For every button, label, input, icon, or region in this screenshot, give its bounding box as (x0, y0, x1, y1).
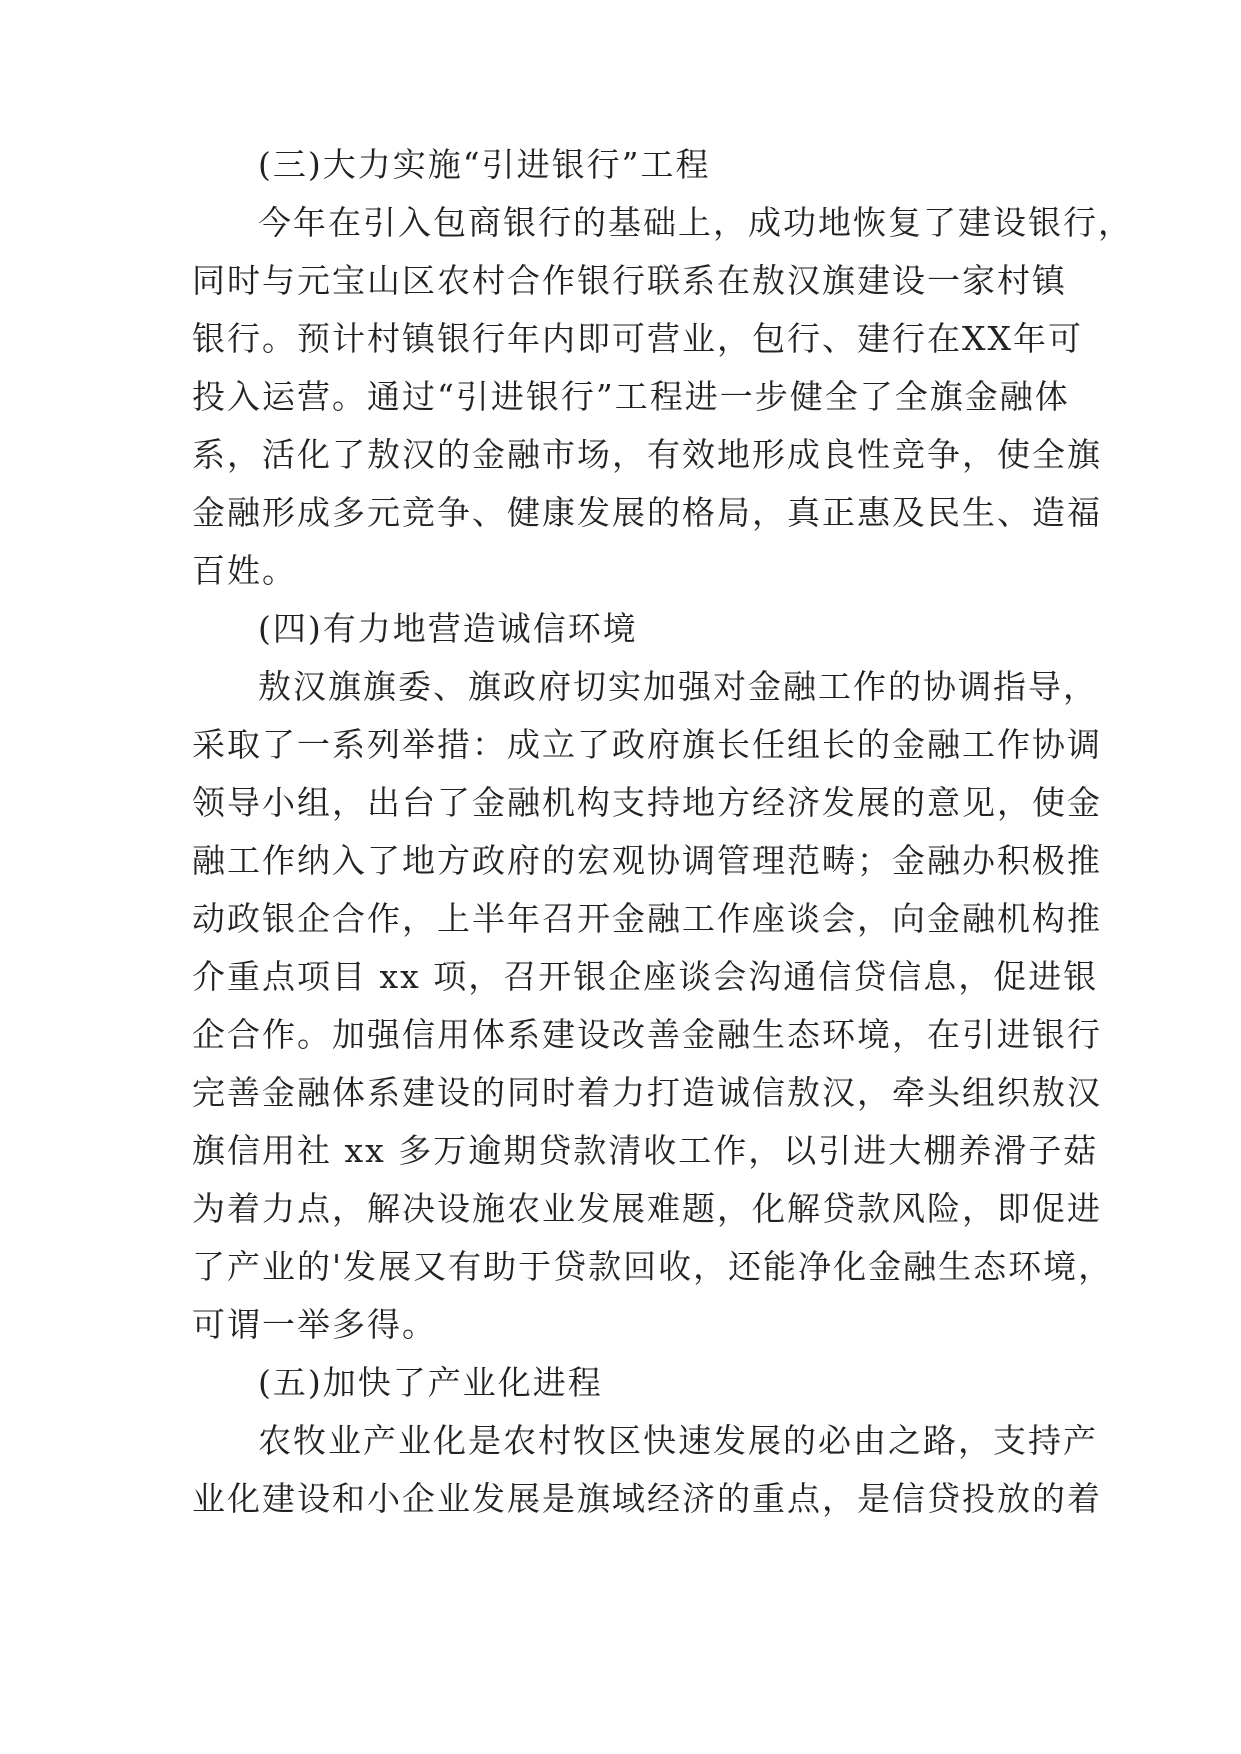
paragraph-line: 金融形成多元竞争、健康发展的格局，真正惠及民生、造福 (192, 493, 1102, 532)
paragraph-line: 融工作纳入了地方政府的宏观协调管理范畴；金融办积极推 (192, 841, 1102, 880)
paragraph-line: 百姓。 (192, 551, 297, 590)
paragraph-line: 农牧业产业化是农村牧区快速发展的必由之路，支持产 (258, 1421, 1098, 1460)
paragraph-line: 企合作。加强信用体系建设改善金融生态环境，在引进银行 (192, 1015, 1102, 1054)
paragraph-line: 同时与元宝山区农村合作银行联系在敖汉旗建设一家村镇 (192, 261, 1067, 300)
paragraph-line: 业化建设和小企业发展是旗域经济的重点，是信贷投放的着 (192, 1479, 1102, 1518)
paragraph-line: 敖汉旗旗委、旗政府切实加强对金融工作的协调指导， (258, 667, 1098, 706)
paragraph-line: 完善金融体系建设的同时着力打造诚信敖汉，牵头组织敖汉 (192, 1073, 1102, 1112)
paragraph-line: 领导小组，出台了金融机构支持地方经济发展的意见，使金 (192, 783, 1102, 822)
paragraph-line: 今年在引入包商银行的基础上，成功地恢复了建设银行， (258, 203, 1133, 242)
paragraph-line: 动政银企合作，上半年召开金融工作座谈会，向金融机构推 (192, 899, 1102, 938)
section-heading-3: (三)大力实施“引进银行”工程 (258, 145, 711, 184)
paragraph-line: 系，活化了敖汉的金融市场，有效地形成良性竞争，使全旗 (192, 435, 1102, 474)
section-heading-5: (五)加快了产业化进程 (258, 1363, 603, 1402)
paragraph-line: 了产业的'发展又有助于贷款回收，还能净化金融生态环境， (192, 1247, 1114, 1286)
section-heading-4: (四)有力地营造诚信环境 (258, 609, 638, 648)
paragraph-line: 介重点项目 xx 项，召开银企座谈会沟通信贷信息，促进银 (192, 957, 1099, 996)
paragraph-line: 银行。预计村镇银行年内即可营业，包行、建行在XX年可 (192, 319, 1083, 358)
paragraph-line: 可谓一举多得。 (192, 1305, 437, 1344)
paragraph-line: 为着力点，解决设施农业发展难题，化解贷款风险，即促进 (192, 1189, 1102, 1228)
paragraph-line: 旗信用社 xx 多万逾期贷款清收工作，以引进大棚养滑子菇 (192, 1131, 1099, 1170)
paragraph-line: 投入运营。通过“引进银行”工程进一步健全了全旗金融体 (192, 377, 1070, 416)
paragraph-line: 采取了一系列举措：成立了政府旗长任组长的金融工作协调 (192, 725, 1102, 764)
